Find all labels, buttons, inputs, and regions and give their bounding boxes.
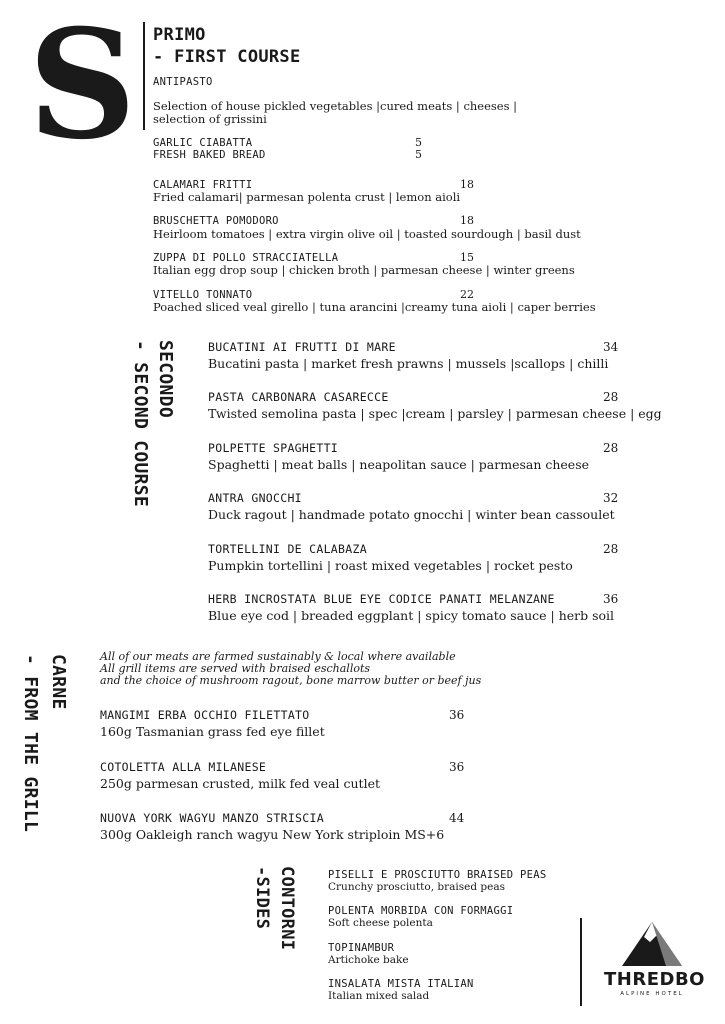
antipasto-desc-2: selection of grissini	[153, 112, 267, 126]
logo-divider	[580, 918, 582, 1006]
primo-item-price: 18	[460, 178, 474, 191]
contorni-label: CONTORNI	[277, 866, 297, 951]
primo-item-price: 22	[460, 288, 474, 301]
secondo-sublabel: - SECOND COURSE	[130, 340, 151, 508]
bread-name: FRESH BAKED BREAD	[153, 149, 266, 161]
secondo-item-name: PASTA CARBONARA CASARECCE	[208, 390, 389, 404]
carne-item-desc: 250g parmesan crusted, milk fed veal cutlet	[100, 776, 380, 791]
mountain-icon	[604, 920, 700, 968]
carne-item-price: 44	[449, 811, 465, 825]
primo-item-desc: Fried calamari| parmesan polenta crust | lemon aioli	[153, 190, 461, 204]
logo-name: THREDBO	[604, 969, 705, 990]
contorni-item-name: INSALATA MISTA ITALIAN	[328, 978, 474, 990]
secondo-item-name: POLPETTE SPAGHETTI	[208, 441, 339, 455]
primo-item-name: VITELLO TONNATO	[153, 289, 253, 301]
primo-item-name: ZUPPA DI POLLO STRACCIATELLA	[153, 252, 339, 264]
antipasto-desc-1: Selection of house pickled vegetables |cured meats | cheeses |	[153, 99, 518, 113]
bread-price: 5	[415, 148, 422, 161]
secondo-item-price: 36	[603, 592, 619, 606]
carne-item-name: COTOLETTA ALLA MILANESE	[100, 760, 267, 774]
secondo-item-desc: Spaghetti | meat balls | neapolitan sauce | parmesan cheese	[208, 457, 590, 472]
carne-item-price: 36	[449, 760, 465, 774]
contorni-item-desc: Crunchy prosciutto, braised peas	[328, 881, 505, 893]
contorni-sublabel: -SIDES	[252, 866, 272, 930]
carne-note: All of our meats are farmed sustainably & local where available	[100, 650, 456, 663]
carne-item-price: 36	[449, 708, 465, 722]
primo-divider	[143, 22, 145, 130]
decorative-letter-s: S	[28, 0, 137, 173]
secondo-item-price: 32	[603, 491, 619, 505]
secondo-item-price: 34	[603, 340, 619, 354]
contorni-item-desc: Soft cheese polenta	[328, 917, 433, 929]
logo-tagline: ALPINE HOTEL	[620, 991, 684, 997]
secondo-item-desc: Twisted semolina pasta | spec |cream | parsley | parmesan cheese | egg	[208, 406, 662, 421]
contorni-item-name: TOPINAMBUR	[328, 942, 395, 954]
primo-item-price: 15	[460, 251, 474, 264]
primo-item-desc: Poached sliced veal girello | tuna arancini |creamy tuna aioli | caper berries	[153, 300, 596, 314]
primo-subtitle: - FIRST COURSE	[153, 47, 301, 67]
carne-label: CARNE	[48, 654, 69, 710]
contorni-item-desc: Artichoke bake	[328, 954, 409, 966]
secondo-item-desc: Bucatini pasta | market fresh prawns | mussels |scallops | chilli	[208, 356, 609, 371]
carne-sublabel: - FROM THE GRILL	[20, 654, 41, 833]
secondo-item-name: TORTELLINI DE CALABAZA	[208, 542, 367, 556]
secondo-label: SECONDO	[155, 340, 176, 418]
primo-item-price: 18	[460, 214, 474, 227]
primo-item-desc: Italian egg drop soup | chicken broth | parmesan cheese | winter greens	[153, 263, 575, 277]
bread-name: GARLIC CIABATTA	[153, 137, 253, 149]
carne-item-name: NUOVA YORK WAGYU MANZO STRISCIA	[100, 811, 324, 825]
antipasto-label: ANTIPASTO	[153, 76, 213, 88]
carne-item-name: MANGIMI ERBA OCCHIO FILETTATO	[100, 708, 310, 722]
secondo-item-desc: Blue eye cod | breaded eggplant | spicy tomato sauce | herb soil	[208, 608, 615, 623]
primo-item-desc: Heirloom tomatoes | extra virgin olive oil | toasted sourdough | basil dust	[153, 227, 581, 241]
contorni-item-name: POLENTA MORBIDA CON FORMAGGI	[328, 905, 514, 917]
carne-item-desc: 160g Tasmanian grass fed eye fillet	[100, 724, 325, 739]
secondo-item-desc: Pumpkin tortellini | roast mixed vegetables | rocket pesto	[208, 558, 573, 573]
secondo-item-price: 28	[603, 441, 619, 455]
carne-note: and the choice of mushroom ragout, bone marrow butter or beef jus	[100, 674, 482, 687]
bread-price: 5	[415, 136, 422, 149]
secondo-item-name: ANTRA GNOCCHI	[208, 491, 302, 505]
secondo-item-name: HERB INCROSTATA BLUE EYE CODICE PANATI MELANZANE	[208, 592, 555, 606]
secondo-item-price: 28	[603, 390, 619, 404]
primo-item-name: BRUSCHETTA POMODORO	[153, 215, 279, 227]
thredbo-logo	[604, 920, 705, 1000]
primo-item-name: CALAMARI FRITTI	[153, 179, 253, 191]
secondo-item-name: BUCATINI AI FRUTTI DI MARE	[208, 340, 396, 354]
contorni-item-desc: Italian mixed salad	[328, 990, 430, 1002]
secondo-item-desc: Duck ragout | handmade potato gnocchi | winter bean cassoulet	[208, 507, 615, 522]
secondo-item-price: 28	[603, 542, 619, 556]
contorni-item-name: PISELLI E PROSCIUTTO BRAISED PEAS	[328, 869, 547, 881]
primo-title: PRIMO	[153, 25, 206, 45]
carne-note: All grill items are served with braised eschallots	[100, 662, 371, 675]
carne-item-desc: 300g Oakleigh ranch wagyu New York striploin MS+6	[100, 827, 445, 842]
